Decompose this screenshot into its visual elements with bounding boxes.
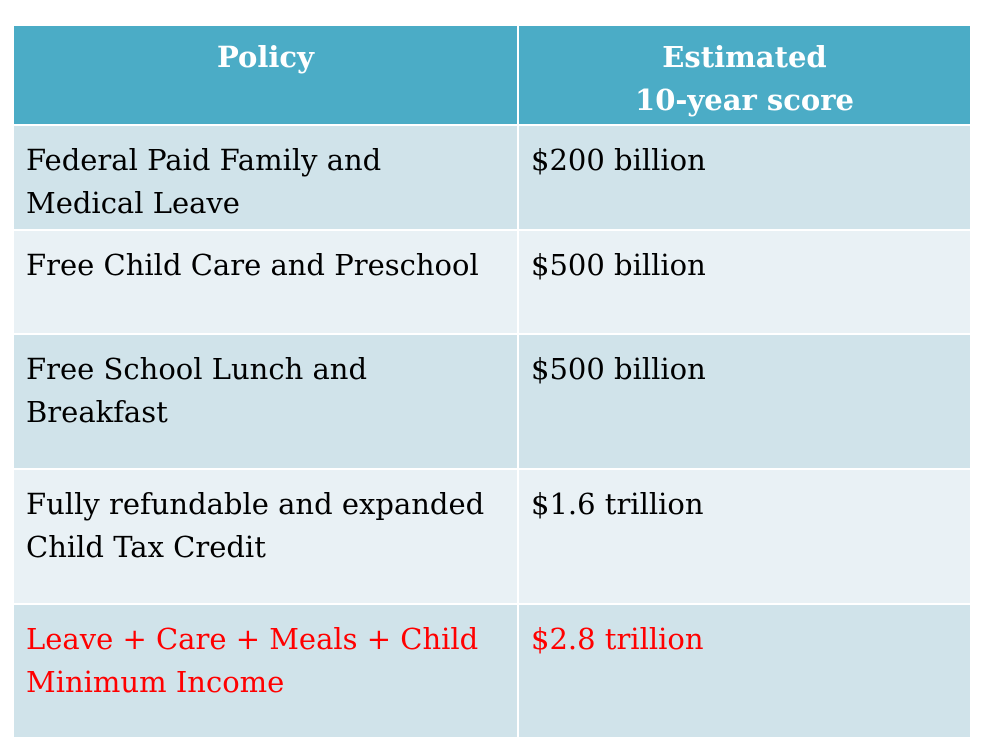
policy-name: Leave + Care + Meals + Child Minimum Income	[26, 622, 479, 699]
table-row-total	[13, 604, 971, 738]
policy-name: Free Child Care and Preschool	[26, 248, 479, 282]
policy-cell	[13, 230, 518, 334]
policy-score: $500 billion	[531, 352, 706, 386]
score-cell	[518, 604, 971, 738]
header-policy-label: Policy	[217, 40, 314, 74]
score-cell	[518, 125, 971, 230]
policy-score: $200 billion	[531, 143, 706, 177]
policy-name: Fully refundable and expanded Child Tax Credit	[26, 487, 485, 564]
policy-cost-table	[12, 24, 972, 739]
header-score-line2: 10-year score	[635, 83, 854, 117]
table-row	[13, 125, 971, 230]
policy-cell	[13, 604, 518, 738]
score-cell	[518, 469, 971, 604]
table-row	[13, 230, 971, 334]
table-row	[13, 469, 971, 604]
policy-score: $500 billion	[531, 248, 706, 282]
header-score-line1: Estimated	[662, 40, 827, 74]
policy-score: $2.8 trillion	[531, 622, 704, 656]
header-score	[518, 25, 971, 125]
policy-score: $1.6 trillion	[531, 487, 704, 521]
policy-cell	[13, 469, 518, 604]
policy-cell	[13, 125, 518, 230]
table-header-row	[13, 25, 971, 125]
header-policy	[13, 25, 518, 125]
score-cell	[518, 230, 971, 334]
table-row	[13, 334, 971, 469]
policy-cell	[13, 334, 518, 469]
score-cell	[518, 334, 971, 469]
policy-name: Free School Lunch and Breakfast	[26, 352, 368, 429]
policy-name: Federal Paid Family and Medical Leave	[26, 143, 382, 220]
